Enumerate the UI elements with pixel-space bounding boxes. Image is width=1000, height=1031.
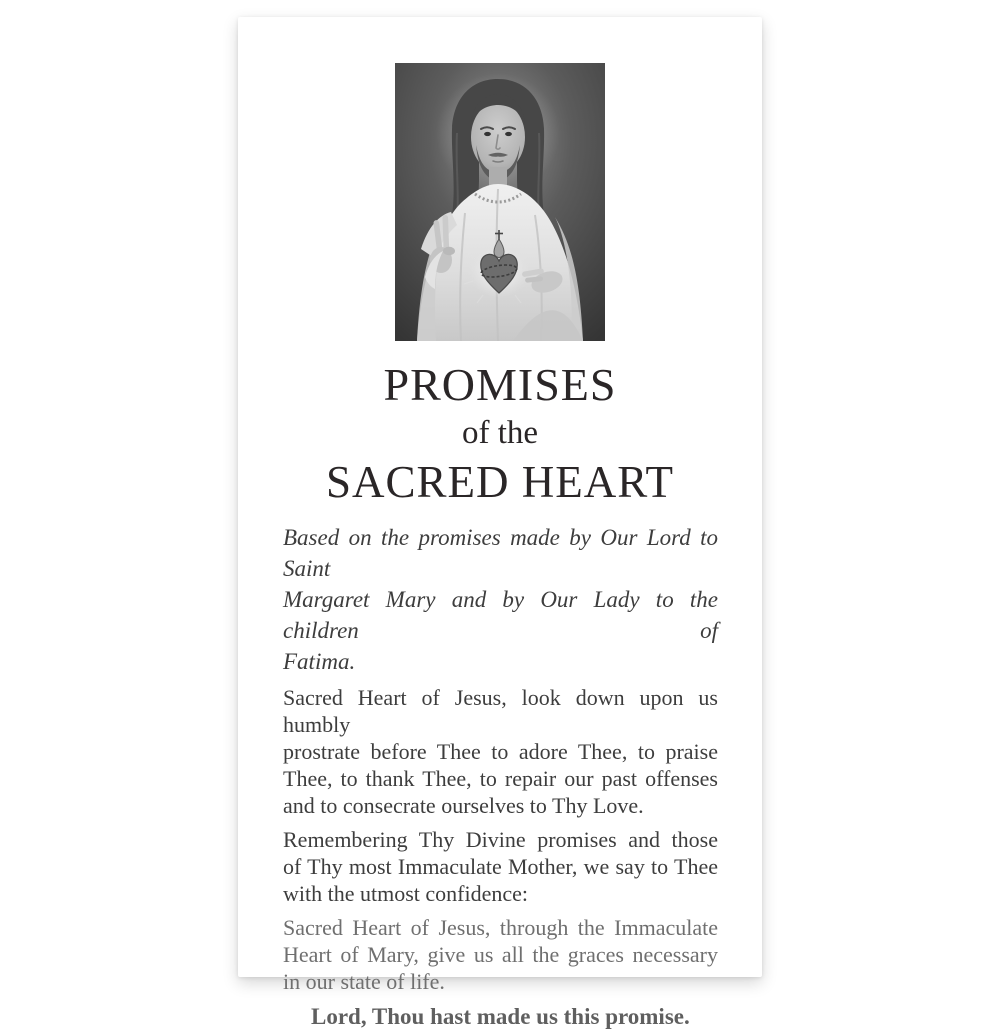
prayer-paragraph-1 (283, 684, 718, 819)
intro-paragraph (283, 522, 718, 677)
title-of-the: of the (461, 415, 539, 451)
text-line: Based on the promises made by Our Lord to Saint (283, 525, 718, 581)
text-line: of Thy most Immaculate Mother, we say to Thee (283, 854, 718, 879)
text-line: Sacred Heart of Jesus, through the Immaculate (283, 915, 718, 940)
prayer-paragraph-3 (283, 914, 718, 995)
holy-card (238, 17, 762, 1029)
text-line: with the utmost confidence: (283, 881, 528, 906)
text-line: Fatima. (283, 649, 356, 674)
text-line: prostrate before Thee to adore Thee, to praise (283, 739, 718, 764)
left-eye (484, 132, 491, 136)
text-line: Remembering Thy Divine promises and those (283, 827, 718, 852)
title-promises: PROMISES (383, 359, 617, 410)
text-line: Sacred Heart of Jesus, look down upon us humbly (283, 685, 718, 737)
card-title (238, 359, 762, 509)
text-line: Margaret Mary and by Our Lady to the children of (283, 587, 718, 643)
prayer-paragraph-2 (283, 826, 718, 907)
text-line: Heart of Mary, give us all the graces necessary (283, 942, 718, 967)
text-line: Thee, to thank Thee, to repair our past offenses (283, 766, 718, 791)
right-eye (505, 132, 512, 136)
text-line: in our state of life. (283, 969, 445, 994)
closing-response-line: Lord, Thou hast made us this promise. (311, 1004, 690, 1029)
sacred-heart-portrait-image (395, 63, 605, 341)
sacred-heart-portrait-illustration (395, 63, 605, 341)
prayer-text-column (238, 509, 762, 1031)
title-sacred-heart: SACRED HEART (325, 457, 675, 507)
text-line: and to consecrate ourselves to Thy Love. (283, 793, 644, 818)
